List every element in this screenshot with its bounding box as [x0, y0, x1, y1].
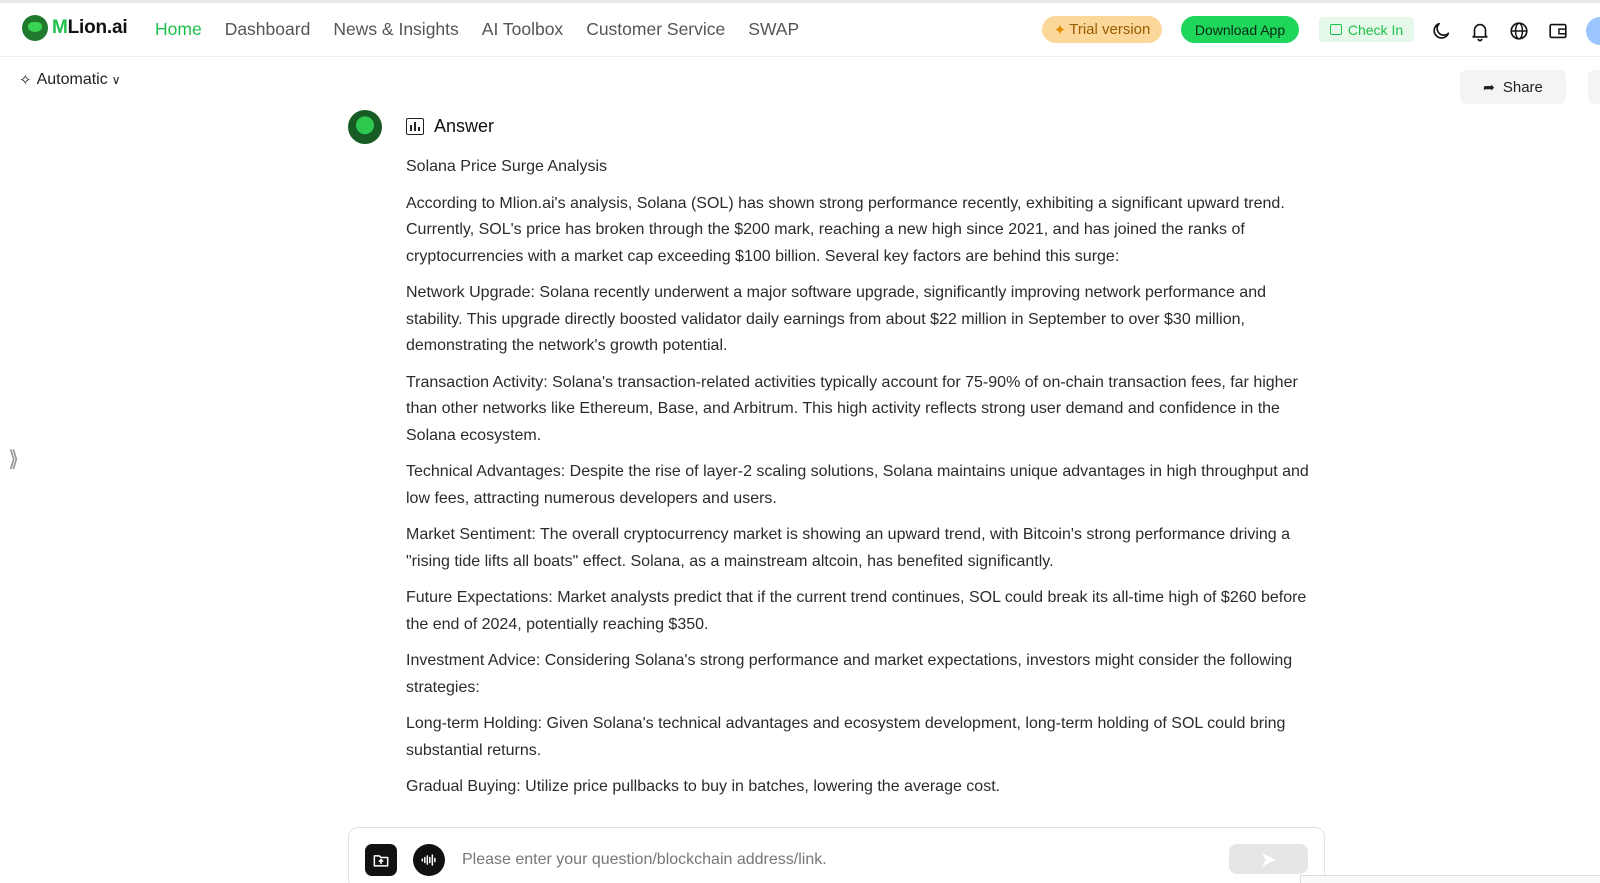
- download-app-button[interactable]: Download App: [1181, 16, 1299, 43]
- answer-paragraph: According to Mlion.ai's analysis, Solana (SOL) has shown strong performance recently, exhibiting a significant upward trend. Currently, SOL's price has broken through the $200 mark, reaching a new high since 2021, and has joined the ranks of cryptocurrencies with a market cap exceeding $100 billion. Several key factors are behind this surge:: [406, 194, 1285, 265]
- answer-paragraph: Transaction Activity: Solana's transaction-related activities typically account for 75-90% of on-chain transaction fees, far higher than other networks like Ethereum, Base, and Arbitrum. This high activity reflects strong user demand and confidence in the Solana ecosystem.: [406, 373, 1298, 444]
- expand-sidebar-icon[interactable]: ⟩⟩: [8, 446, 14, 471]
- floating-panel-edge: [1300, 875, 1600, 883]
- upload-file-icon[interactable]: [365, 844, 397, 876]
- sparkle-outline-icon: ✧: [19, 72, 32, 89]
- user-avatar[interactable]: [1586, 17, 1600, 45]
- answer-title: Answer: [434, 116, 495, 136]
- moon-icon[interactable]: [1430, 20, 1452, 42]
- sparkle-icon: ✦: [1053, 21, 1067, 39]
- calendar-icon: [1330, 24, 1342, 35]
- share-label: Share: [1502, 78, 1543, 96]
- trial-label: Trial version: [1069, 21, 1151, 38]
- nav-home[interactable]: Home: [155, 19, 202, 39]
- lion-logo-icon: [22, 15, 48, 41]
- answer-subtitle: Solana Price Surge Analysis: [406, 158, 607, 175]
- mode-label: Automatic: [36, 71, 108, 88]
- answer-paragraph: Future Expectations: Market analysts predict that if the current trend continues, SOL could break its all-time high of $260 before the end of 2024, potentially reaching $350.: [406, 589, 1307, 633]
- answer-paragraph: Investment Advice: Considering Solana's strong performance and market expectations, investors might consider the following strategies:: [406, 652, 1293, 696]
- secondary-toolbar-button[interactable]: [1588, 70, 1600, 104]
- globe-icon[interactable]: [1508, 20, 1530, 42]
- chevron-down-icon: ∨: [111, 73, 121, 87]
- voice-input-icon[interactable]: [413, 844, 445, 876]
- top-navigation: [0, 0, 1600, 57]
- check-in-button[interactable]: [1319, 17, 1414, 42]
- bell-icon[interactable]: [1469, 20, 1491, 42]
- send-button[interactable]: [1229, 844, 1308, 874]
- send-arrow-icon: ➤: [1260, 848, 1277, 871]
- nav-news-insights[interactable]: News & Insights: [333, 19, 459, 39]
- answer-content: [406, 154, 1326, 811]
- answer-paragraph: Gradual Buying: Utilize price pullbacks to buy in batches, lowering the average cost.: [406, 778, 1001, 795]
- question-input-bar: [348, 827, 1325, 883]
- answer-paragraph: Market Sentiment: The overall cryptocurrency market is showing an upward trend, with Bitcoin's strong performance driving a "rising tide lifts all boats" effect. Solana, as a mainstream altcoin, has benefited significantly.: [406, 526, 1291, 570]
- logo[interactable]: [22, 15, 127, 41]
- share-icon: ➦: [1483, 78, 1495, 95]
- nav-customer-service[interactable]: Customer Service: [586, 19, 726, 39]
- answer-paragraph: Network Upgrade: Solana recently underwent a major software upgrade, significantly improving network performance and stability. This upgrade directly boosted validator daily earnings from about $22 million in September to over $30 million, demonstrating the network's growth potential.: [406, 284, 1266, 354]
- logo-text: MLion.ai: [52, 17, 128, 38]
- check-in-label: Check In: [1347, 21, 1404, 38]
- wallet-icon[interactable]: [1547, 20, 1569, 42]
- trial-version-button[interactable]: [1042, 16, 1162, 43]
- chart-icon: [406, 118, 424, 135]
- nav-swap[interactable]: SWAP: [748, 19, 800, 39]
- bot-avatar: [348, 110, 382, 144]
- nav-ai-toolbox[interactable]: AI Toolbox: [481, 19, 564, 39]
- main-nav: [155, 19, 822, 40]
- mode-selector[interactable]: [19, 71, 121, 89]
- share-button[interactable]: [1460, 70, 1566, 104]
- answer-header: [406, 116, 494, 137]
- question-input[interactable]: [462, 848, 1162, 872]
- answer-paragraph: Long-term Holding: Given Solana's technical advantages and ecosystem development, long-term holding of SOL could bring substantial returns.: [406, 715, 1286, 759]
- nav-dashboard[interactable]: Dashboard: [224, 19, 311, 39]
- answer-paragraph: Technical Advantages: Despite the rise of layer-2 scaling solutions, Solana maintains unique advantages in high throughput and low fees, attracting numerous developers and users.: [406, 463, 1309, 507]
